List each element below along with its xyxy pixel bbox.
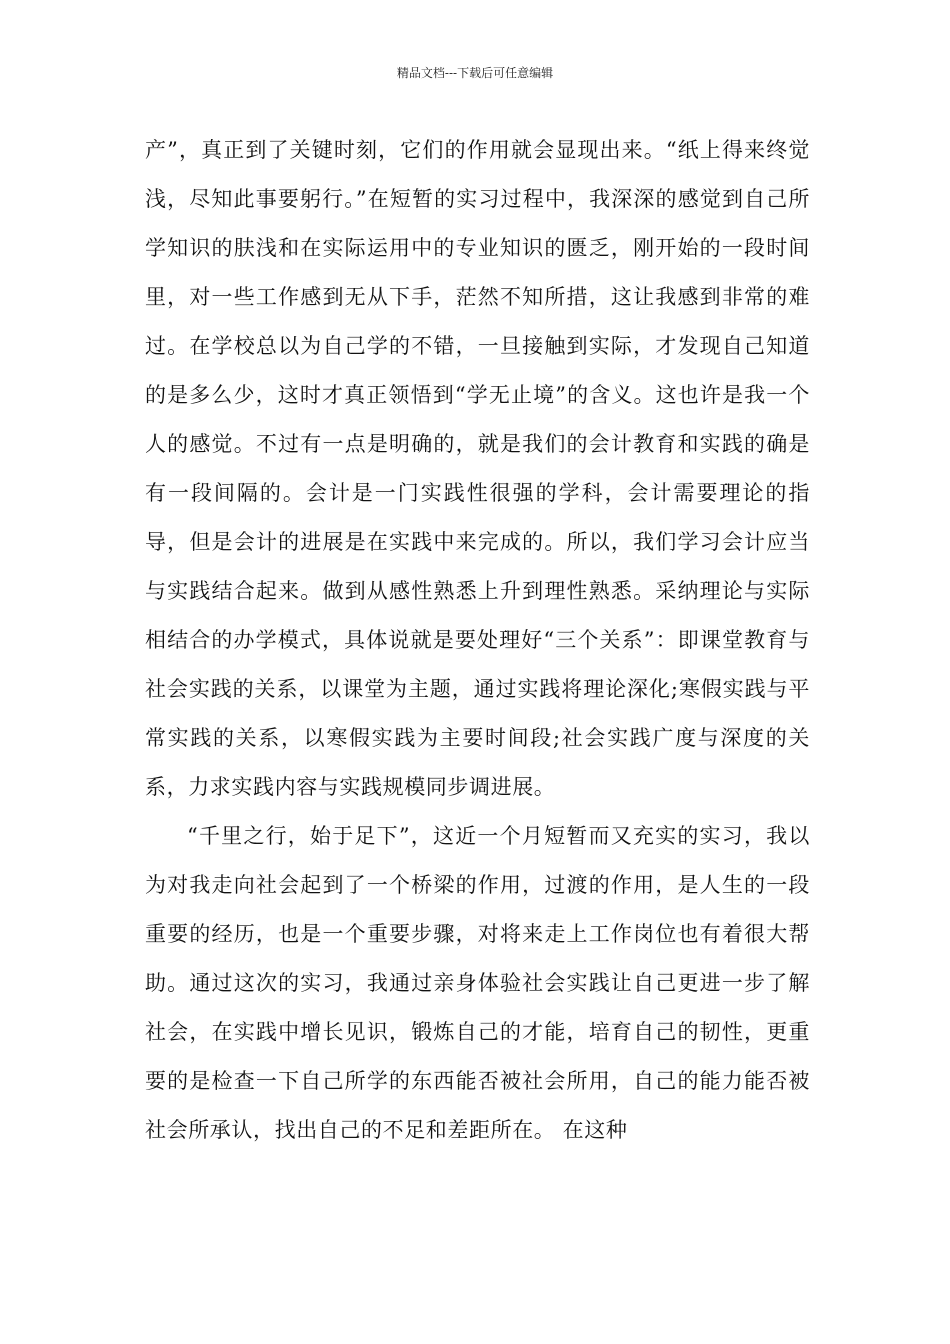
- paragraph: “千里之行，始于足下”，这近一个月短暂而又充实的实习，我以为对我走向社会起到了一个桥梁的作用，过渡的作用，是人生的一段重要的经历，也是一个重要步骤，对将来走上工作岗位也有着很大帮助。通过这次的实习，我通过亲身体验社会实践让自己更进一步了解社会，在实践中增长见识，锻炼自己的才能，培育自己的韧性，更重要的是检查一下自己所学的东西能否被社会所用，自己的能力能否被社会所承认，找出自己的不足和差距所在。 在这种: [145, 824, 810, 1142]
- page-header: 精品文档---下载后可任意编辑: [396, 66, 554, 80]
- paragraph-continued: 产”，真正到了关键时刻，它们的作用就会显现出来。“纸上得来终觉浅，尽知此事要躬行。”在短暂的实习过程中，我深深的感觉到自己所学知识的肤浅和在实际运用中的专业知识的匮乏，刚开始的一段时间里，对一些工作感到无从下手，茫然不知所措，这让我感到非常的难过。在学校总以为自己学的不错，一旦接触到实际，才发现自己知道的是多么少，这时才真正领悟到“学无止境”的含义。这也许是我一个人的感觉。不过有一点是明确的，就是我们的会计教育和实践的确是有一段间隔的。会计是一门实践性很强的学科，会计需要理论的指导，但是会计的进展是在实践中来完成的。所以，我们学习会计应当与实践结合起来。做到从感性熟悉上升到理性熟悉。采纳理论与实际相结合的办学模式，具体说就是要处理好“三个关系”：即课堂教育与社会实践的关系，以课堂为主题，通过实践将理论深化;寒假实践与平常实践的关系，以寒假实践为主要时间段;社会实践广度与深度的关系，力求实践内容与实践规模同步调进展。: [145, 138, 810, 799]
- document-body: [145, 126, 810, 1155]
